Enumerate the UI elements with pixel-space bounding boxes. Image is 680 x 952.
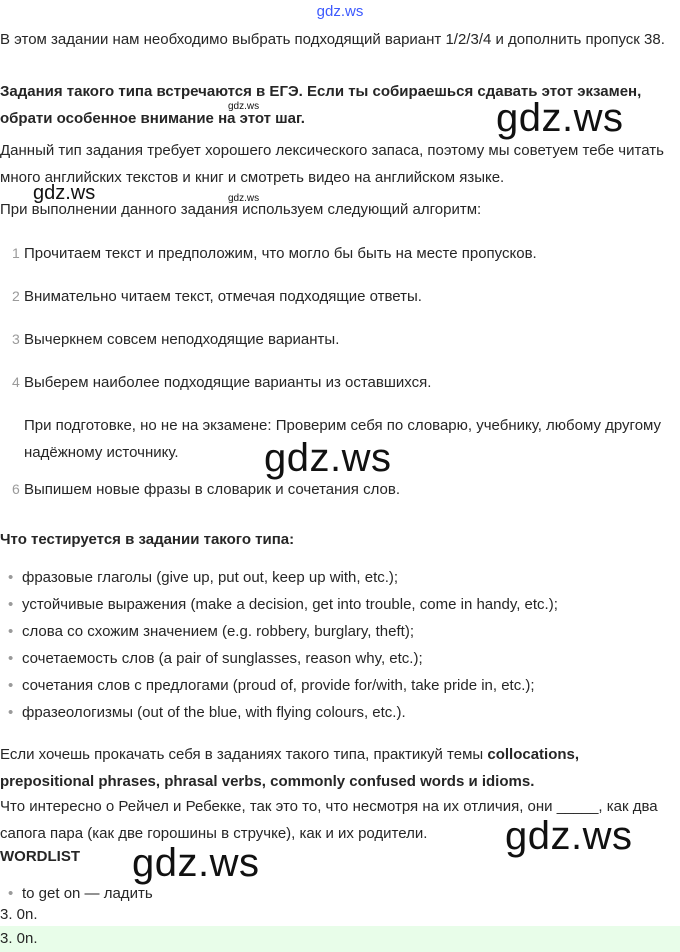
- watermark-large: gdz.ws: [505, 814, 633, 858]
- list-text: to get on — ладить: [22, 885, 153, 902]
- watermark-large: gdz.ws: [496, 96, 624, 140]
- list-number: 1: [12, 245, 20, 261]
- list-item: [0, 326, 676, 353]
- watermark-medium: gdz.ws: [33, 182, 96, 204]
- list-item: [0, 564, 676, 591]
- list-text: Прочитаем текст и предположим, что могло бы быть на месте пропусков.: [24, 245, 537, 262]
- list-text: сочетаемость слов (a pair of sunglasses, reason why, etc.);: [22, 650, 423, 667]
- list-number: 4: [12, 374, 20, 390]
- practice-suffix: .: [530, 773, 535, 790]
- question-paragraph: Что интересно о Рейчел и Ребекке, так это то, что несмотря на их отличия, они _____, как два сапога пара (как две горошины в стручке), как и их родители.: [0, 798, 658, 842]
- list-number: 2: [12, 288, 20, 304]
- list-text: слова со схожим значением (e.g. robbery, burglary, theft);: [22, 623, 414, 640]
- list-text: устойчивые выражения (make a decision, get into trouble, come in handy, etc.);: [22, 596, 558, 613]
- list-text: При подготовке, но не на экзамене: Проверим себя по словарю, учебнику, любому другому надёжному источнику.: [24, 417, 662, 461]
- list-item: [0, 672, 676, 699]
- list-item: [0, 283, 676, 310]
- exam-note: Задания такого типа встречаются в ЕГЭ. Если ты собираешься сдавать этот экзамен, обрати особенное внимание на этот шаг.: [0, 83, 642, 127]
- answer-highlight: 3. 0n.: [0, 926, 680, 952]
- list-item: [0, 369, 676, 396]
- answer-line: 3. 0n.: [0, 906, 38, 923]
- list-number: 6: [12, 481, 20, 497]
- list-number: 3: [12, 331, 20, 347]
- list-text: Выпишем новые фразы в словарик и сочетания слов.: [24, 481, 400, 498]
- list-text: Вычеркнем совсем неподходящие варианты.: [24, 331, 340, 348]
- list-item: [0, 591, 676, 618]
- list-item: [0, 699, 676, 726]
- list-text: сочетания слов с предлогами (proud of, provide for/with, take pride in, etc.);: [22, 677, 535, 694]
- watermark-small: gdz.ws: [228, 101, 260, 112]
- bullet-marker: •: [8, 650, 14, 667]
- list-item: [0, 618, 676, 645]
- list-text: фразовые глаголы (give up, put out, keep up with, etc.);: [22, 569, 399, 586]
- practice-text: Если хочешь прокачать себя в заданиях такого типа, практикуй темы: [0, 746, 488, 763]
- wordlist-heading: WORDLIST: [0, 848, 80, 865]
- list-item: [0, 240, 676, 267]
- advice-paragraph: Данный тип задания требует хорошего лексического запаса, поэтому мы советуем тебе читать много английских текстов и книг и смотреть видео на английском языке.: [0, 142, 664, 186]
- intro-paragraph: В этом задании нам необходимо выбрать подходящий вариант 1/2/3/4 и дополнить пропуск 38.: [0, 31, 665, 48]
- practice-topics: collocations, prepositional phrases, phrasal verbs, commonly confused words и idioms: [0, 746, 580, 790]
- bullet-marker: •: [8, 596, 14, 613]
- bullet-marker: •: [8, 704, 14, 721]
- top-watermark: gdz.ws: [316, 3, 364, 20]
- list-number: [0, 412, 24, 439]
- bullet-marker: •: [8, 885, 14, 902]
- list-item: [0, 645, 676, 672]
- watermark-small: gdz.ws: [228, 193, 260, 204]
- algorithm-intro: При выполнении данного задания используем следующий алгоритм:: [0, 201, 482, 218]
- list-text: фразеологизмы (out of the blue, with flying colours, etc.).: [22, 704, 406, 721]
- list-text: Выберем наиболее подходящие варианты из оставшихся.: [24, 374, 432, 391]
- list-text: Внимательно читаем текст, отмечая подходящие ответы.: [24, 288, 422, 305]
- watermark-large: gdz.ws: [132, 841, 260, 885]
- bullet-marker: •: [8, 623, 14, 640]
- bullet-marker: •: [8, 677, 14, 694]
- practice-paragraph: [0, 741, 676, 795]
- watermark-large: gdz.ws: [264, 436, 392, 480]
- tested-heading: Что тестируется в задании такого типа:: [0, 531, 295, 548]
- list-item: [0, 476, 676, 503]
- bullet-marker: •: [8, 569, 14, 586]
